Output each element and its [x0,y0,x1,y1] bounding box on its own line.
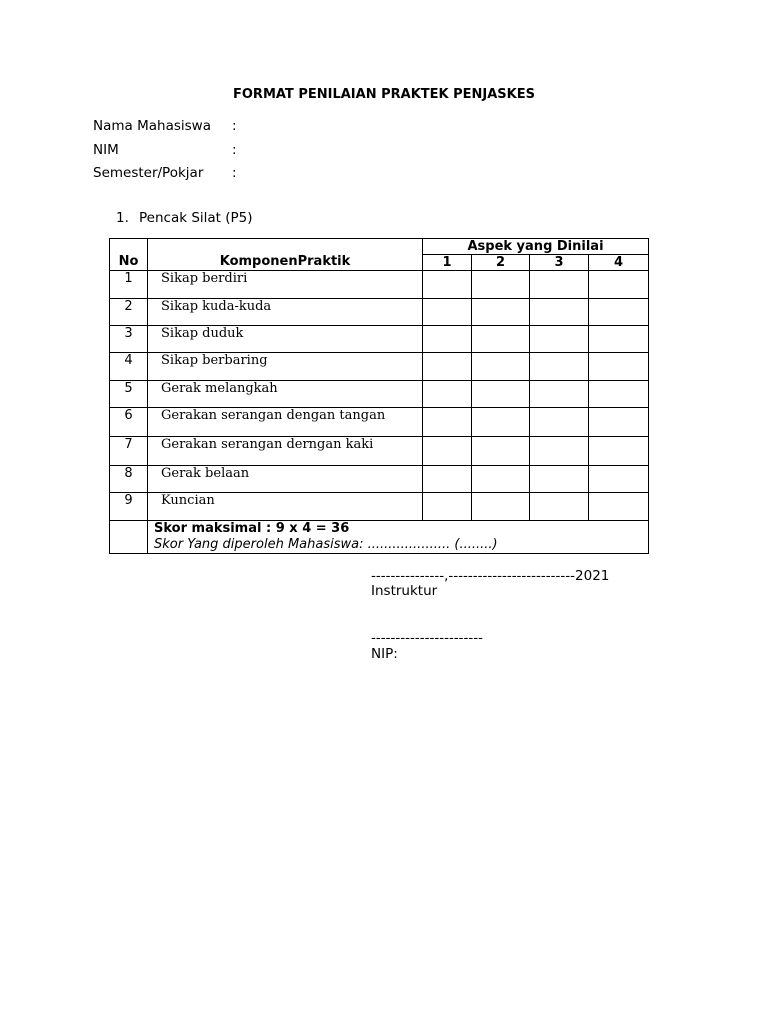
header-aspect-3: 3 [530,255,589,271]
document-title: FORMAT PENILAIAN PRAKTEK PENJASKES [233,87,535,102]
score-cell[interactable] [589,326,649,353]
score-cell[interactable] [530,299,589,326]
score-cell[interactable] [589,271,649,299]
row-number: 8 [110,466,148,493]
header-aspect-2: 2 [472,255,530,271]
info-label-nim: NIM [93,142,119,158]
row-component: Sikap kuda-kuda [148,299,423,326]
score-cell[interactable] [472,299,530,326]
score-cell[interactable] [472,493,530,521]
max-score: Skor maksimal : 9 x 4 = 36 [154,521,350,536]
score-cell[interactable] [423,326,472,353]
signature-nip: NIP: [371,646,398,662]
score-cell[interactable] [472,353,530,381]
row-component: Sikap berbaring [148,353,423,381]
info-colon: : [232,118,237,134]
row-number: 4 [110,353,148,381]
score-cell[interactable] [472,466,530,493]
score-cell[interactable] [423,299,472,326]
score-cell[interactable] [423,437,472,466]
row-number: 3 [110,326,148,353]
score-cell[interactable] [423,353,472,381]
header-aspect-4: 4 [589,255,649,271]
header-component: KomponenPraktik [148,239,423,271]
info-colon: : [232,165,237,181]
score-cell[interactable] [530,408,589,437]
info-label-nama: Nama Mahasiswa [93,118,211,134]
row-component: Gerak belaan [148,466,423,493]
row-number: 9 [110,493,148,521]
info-label-semester: Semester/Pokjar [93,165,204,181]
score-cell[interactable] [589,381,649,408]
table-row [110,299,649,326]
table-row [110,326,649,353]
row-number: 6 [110,408,148,437]
score-cell[interactable] [423,381,472,408]
table-row [110,493,649,521]
score-cell[interactable] [530,466,589,493]
score-cell[interactable] [423,466,472,493]
score-cell[interactable] [472,381,530,408]
score-cell[interactable] [423,408,472,437]
signature-role: Instruktur [371,583,438,599]
section-title: Pencak Silat (P5) [139,210,253,226]
info-row-semester [93,164,237,182]
score-cell[interactable] [530,493,589,521]
score-cell[interactable] [589,466,649,493]
signature-line: ----------------------- [371,630,484,646]
table-row [110,353,649,381]
table-row [110,271,649,299]
row-number: 1 [110,271,148,299]
score-cell[interactable] [589,353,649,381]
table-row [110,437,649,466]
score-table [109,238,649,554]
score-cell[interactable] [472,326,530,353]
row-number: 2 [110,299,148,326]
info-row-nim [93,141,237,159]
score-cell[interactable] [530,353,589,381]
row-number: 5 [110,381,148,408]
row-component: Sikap duduk [148,326,423,353]
score-cell[interactable] [472,271,530,299]
row-component: Gerakan serangan derngan kaki [148,437,423,466]
score-cell[interactable] [530,381,589,408]
table-row [110,466,649,493]
score-cell[interactable] [589,408,649,437]
section-heading [116,210,253,226]
score-summary [148,521,649,554]
info-colon: : [232,142,237,158]
header-aspect: Aspek yang Dinilai [423,239,649,255]
row-component: Sikap berdiri [148,271,423,299]
signature-date-line: ---------------,--------------------------2021 [371,568,610,584]
score-cell[interactable] [472,437,530,466]
score-cell[interactable] [530,271,589,299]
score-cell[interactable] [589,437,649,466]
obtained-score: Skor Yang diperoleh Mahasiswa: .................... (........) [154,537,498,552]
row-number: 7 [110,437,148,466]
score-cell[interactable] [589,493,649,521]
score-cell[interactable] [530,326,589,353]
info-row-nama [93,117,237,135]
table-row [110,408,649,437]
score-cell[interactable] [589,299,649,326]
score-cell[interactable] [530,437,589,466]
section-number: 1. [116,210,129,226]
header-no: No [110,239,148,271]
score-cell[interactable] [423,271,472,299]
header-aspect-1: 1 [423,255,472,271]
row-component: Gerak melangkah [148,381,423,408]
row-component: Gerakan serangan dengan tangan [148,408,423,437]
score-summary-row [110,521,649,554]
score-cell[interactable] [423,493,472,521]
table-row [110,381,649,408]
score-cell[interactable] [472,408,530,437]
row-component: Kuncian [148,493,423,521]
summary-empty-cell [110,521,148,554]
